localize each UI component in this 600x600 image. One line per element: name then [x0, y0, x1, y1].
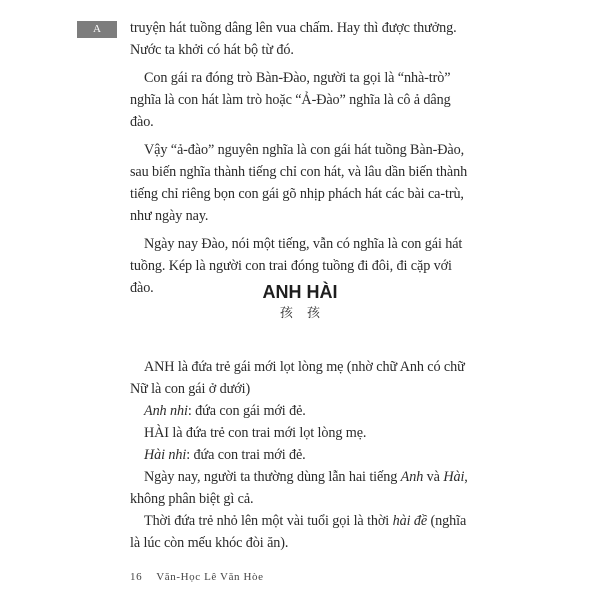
paragraph: HÀI là đứa trẻ con trai mới lọt lòng mẹ. — [144, 425, 367, 441]
paragraph: truyện hát tuồng dâng lên vua chấm. Hay thì được thưởng. Nước ta khởi có hát bộ từ đó. — [130, 20, 457, 58]
text-run: (nghĩa là lúc còn mếu khóc đòi ăn). — [130, 513, 467, 551]
term: Anh — [400, 469, 424, 485]
section-title: ANH HÀI — [262, 282, 338, 302]
running-author: Văn-Học Lê Văn Hòe — [156, 571, 264, 583]
page-footer — [130, 571, 278, 583]
page-number: 16 — [130, 571, 143, 583]
term: Hài nhi — [144, 447, 187, 463]
paragraph — [130, 510, 470, 554]
paragraph — [130, 400, 470, 422]
text-run: Ngày nay, người ta thường dùng lẫn hai tiếng — [144, 469, 401, 485]
paragraph: ANH là đứa trẻ gái mới lọt lòng mẹ (nhờ chữ Anh có chữ Nữ là con gái ở dưới) — [130, 359, 465, 397]
definition: : đứa con trai mới đẻ. — [186, 447, 306, 463]
body-text-block — [130, 356, 470, 554]
term: hài đề — [392, 513, 428, 529]
paragraph: Vậy “ả-đào” nguyên nghĩa là con gái hát tuồng Bàn-Đào, sau biến nghĩa thành tiếng chỉ con hát, và lâu dần biến thành tiếng chỉ riêng bọn con gái gõ nhịp phách hát các bài ca-trù, như ngày nay. — [130, 142, 468, 224]
section-letter-tab: A — [77, 21, 117, 38]
term: Hài — [443, 469, 465, 485]
text-run: , không phân biệt gì cả. — [130, 469, 468, 507]
definition: : đứa con gái mới đẻ. — [187, 403, 306, 419]
paragraph: Con gái ra đóng trò Bàn-Đào, người ta gọi là “nhà-trò” nghĩa là con hát làm trò hoặc “Ả-Đào” nghĩa là cô ả dâng đào. — [130, 70, 451, 130]
top-text-block — [130, 17, 470, 299]
paragraph — [130, 444, 470, 466]
text-run: và — [423, 469, 444, 485]
term: Anh nhi — [144, 403, 188, 419]
paragraph: Ngày nay Đào, nói một tiếng, vẫn có nghĩa là con gái hát tuồng. Kép là người con trai đóng tuồng đi đôi, đi cặp với đào. — [130, 236, 463, 296]
paragraph — [130, 466, 470, 510]
text-run: Thời đứa trẻ nhỏ lên một vài tuổi gọi là thời — [144, 513, 393, 529]
section-hanzi: 孩 孩 — [279, 306, 321, 321]
